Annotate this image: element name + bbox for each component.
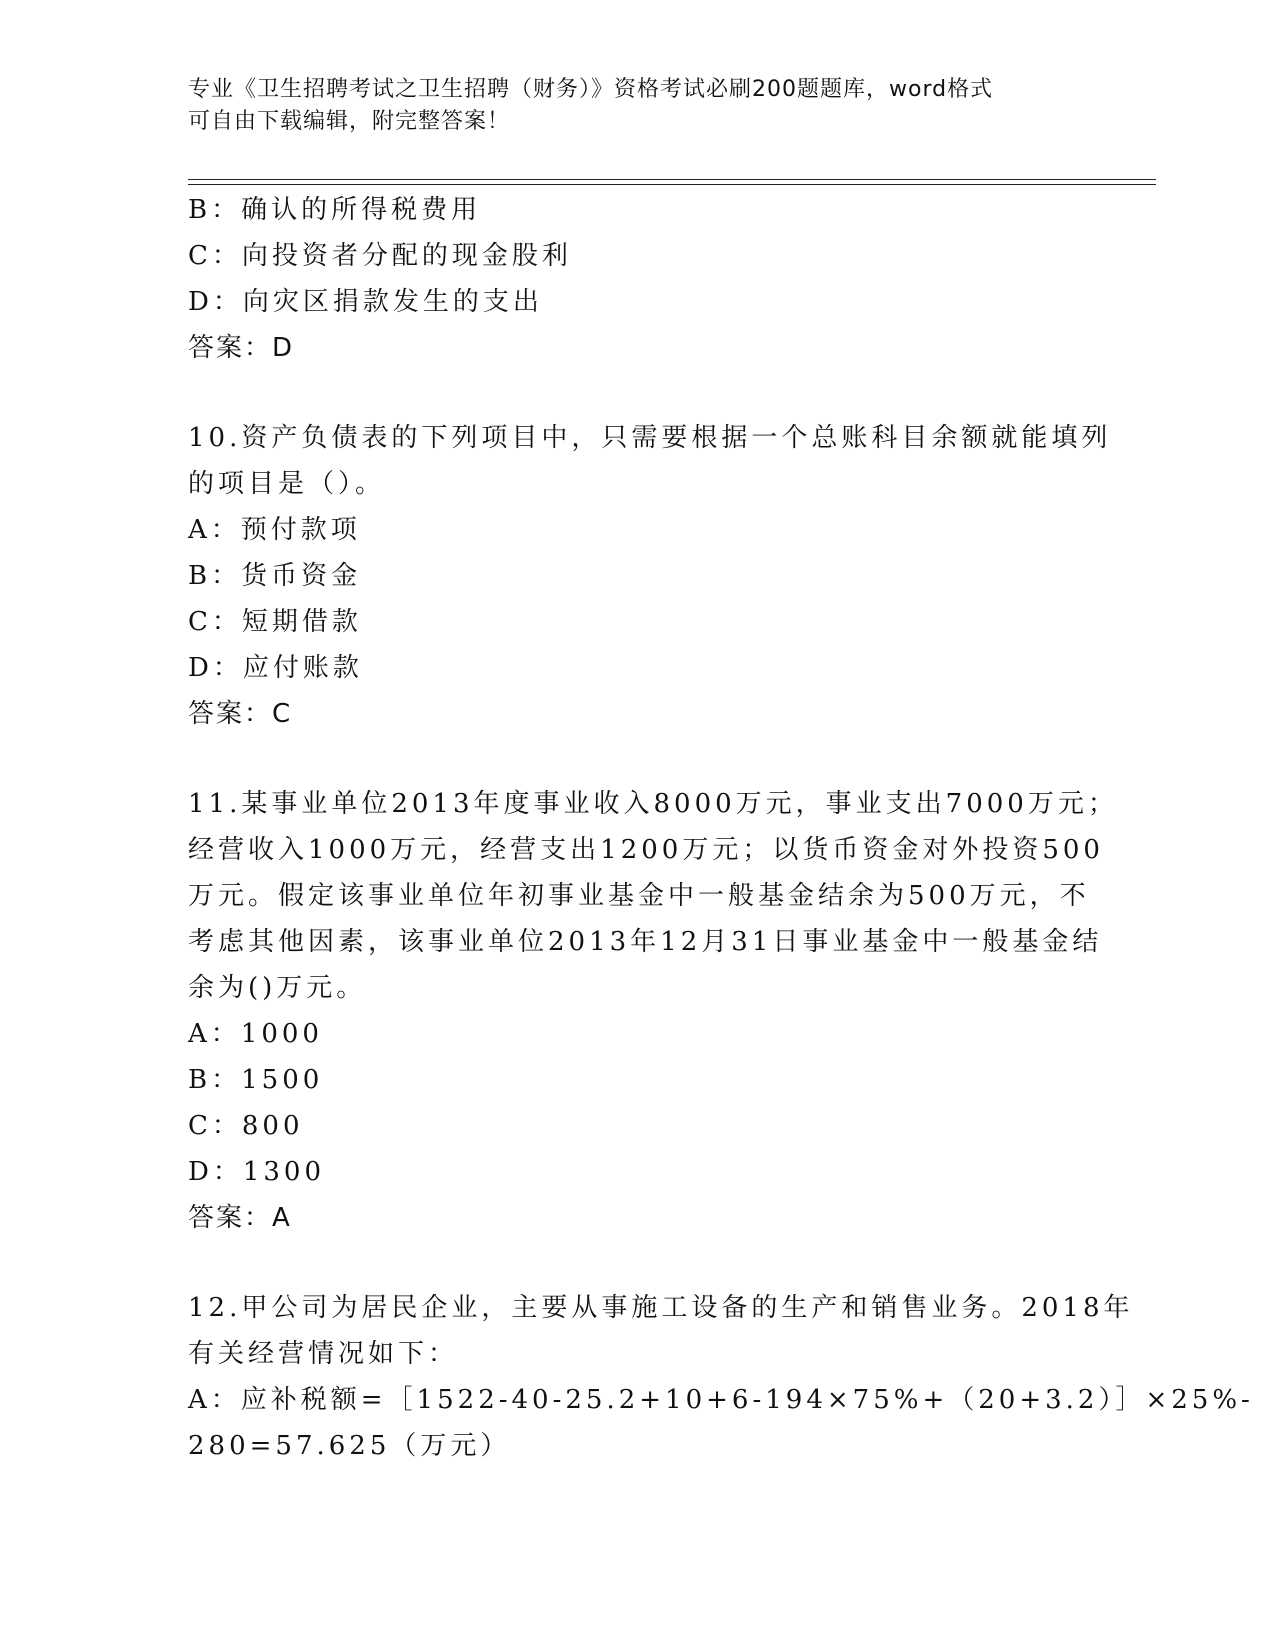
option-b: B：确认的所得税费用 [188,195,482,225]
option-a: A：应补税额=［1522-40-25.2+10+6-194×75%+（20+3.2）］×25%- [188,1385,1254,1415]
option-a: A：预付款项 [188,515,361,545]
option-d: D：应付账款 [188,653,363,683]
question-content [188,187,1254,1469]
question-11 [188,781,1118,1241]
option-b: B：货币资金 [188,561,362,591]
question-9-tail [188,187,1088,371]
header-divider-bottom [188,184,1156,185]
question-stem-line: 12.甲公司为居民企业，主要从事施工设备的生产和销售业务。2018年 [188,1293,1134,1323]
option-c: C：800 [188,1111,304,1141]
question-stem-line: 的项目是（）。 [188,469,386,499]
option-b: B：1500 [188,1065,324,1095]
answer: 答案：D [188,333,295,363]
question-stem-line: 万元。假定该事业单位年初事业基金中一般基金结余为500万元，不 [188,881,1090,911]
question-stem-line: 余为()万元。 [188,973,367,1003]
question-stem-line: 经营收入1000万元，经营支出1200万元；以货币资金对外投资500 [188,835,1104,865]
answer: 答案：A [188,1203,292,1233]
option-d: D：1300 [188,1157,326,1187]
question-10 [188,415,1112,737]
spacer [188,1241,1088,1285]
option-a-continued: 280=57.625（万元） [188,1431,511,1461]
question-stem-line: 11.某事业单位2013年度事业收入8000万元，事业支出7000万元； [188,789,1118,819]
question-stem-line: 考虑其他因素，该事业单位2013年12月31日事业基金中一般基金结 [188,927,1103,957]
question-12 [188,1285,1254,1469]
header-title-line-1: 专业《卫生招聘考试之卫生招聘（财务）》资格考试必刷200题题库，word格式 [188,77,994,102]
header-divider-top [188,179,1156,180]
option-c: C：短期借款 [188,607,362,637]
question-stem-line: 10.资产负债表的下列项目中，只需要根据一个总账科目余额就能填列 [188,423,1112,453]
option-d: D：向灾区捐款发生的支出 [188,287,543,317]
option-c: C：向投资者分配的现金股利 [188,241,572,271]
spacer [188,371,1088,415]
spacer [188,737,1088,781]
option-a: A：1000 [188,1019,323,1049]
question-stem-line: 有关经营情况如下： [188,1339,459,1369]
header-title-line-2: 可自由下载编辑，附完整答案！ [188,109,511,134]
answer: 答案：C [188,699,293,729]
document-header [188,74,1068,138]
